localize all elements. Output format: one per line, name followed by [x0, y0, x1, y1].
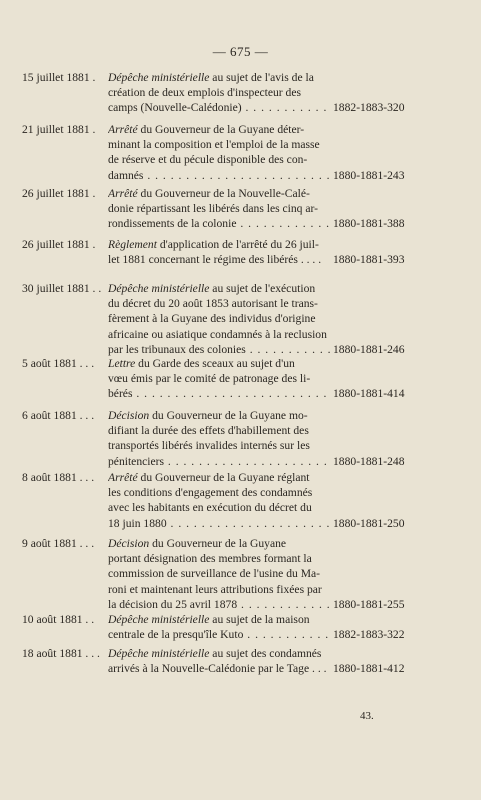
entry-description — [108, 612, 332, 642]
entry-description — [108, 470, 332, 531]
entry-line-text: damnés — [108, 168, 144, 182]
entry-line — [108, 356, 332, 371]
entry-line-text: du Gouverneur de la Guyane mo- — [149, 409, 308, 422]
entry-description — [108, 122, 332, 183]
entry-description — [108, 70, 332, 116]
entry-line-text: rondissements de la colonie — [108, 217, 237, 231]
entry-act-type: Lettre — [108, 357, 136, 370]
entry-line-text: du Gouverneur de la Nouvelle-Calé- — [137, 187, 310, 200]
entry-line — [108, 311, 332, 326]
entry-line-text: du décret du 20 août 1853 autorisant le trans- — [108, 297, 318, 311]
entry-line — [108, 186, 332, 201]
entry-line-text: difiant la durée des effets d'habillement des — [108, 424, 309, 438]
entry-reference: 1880-1881-250 — [333, 516, 405, 530]
entry-line — [108, 281, 332, 296]
entry-line-text: au sujet de la maison — [209, 613, 310, 626]
entry-line — [108, 438, 332, 453]
entry-date: 18 août 1881 . . . — [22, 647, 100, 660]
entry-reference: 1882-1883-322 — [333, 628, 405, 642]
entry-line — [108, 566, 332, 581]
entry-act-type: Dépêche ministérielle — [108, 647, 210, 660]
entry-date: 5 août 1881 . . . — [22, 357, 95, 370]
entry-line-text: création de deux emplois d'inspecteur des — [108, 86, 302, 100]
entry-description — [108, 237, 332, 267]
entry-line-text: africaine ou asiatique condamnés à la reclusion — [108, 327, 327, 341]
entry-line-text: par les tribunaux des colonies — [108, 342, 246, 356]
entry-line-text: commission de surveillance de l'usine du Ma- — [108, 567, 321, 581]
entry-line-text: de réserve et du pécule disponible des con- — [108, 153, 308, 167]
entry-description — [108, 281, 332, 357]
entry-line-text: du Gouverneur de la Guyane — [149, 537, 287, 550]
entry-description — [108, 408, 332, 469]
entry-line — [108, 201, 332, 216]
entry-date: 26 juillet 1881 . — [22, 187, 96, 200]
entry-description — [108, 356, 332, 402]
entry-line-text: du Gouverneur de la Guyane déter- — [137, 123, 305, 136]
entry-date: 9 août 1881 . . . — [22, 537, 95, 550]
entry-line — [108, 252, 332, 267]
entry-line-text: les conditions d'engagement des condamnés — [108, 486, 313, 500]
entry-line-text: au sujet des condamnés — [209, 647, 322, 660]
signature-mark: 43. — [360, 710, 374, 722]
entry-reference: 1880-1881-243 — [333, 168, 405, 182]
entry-reference: 1880-1881-388 — [333, 217, 405, 231]
entry-act-type: Décision — [108, 537, 150, 550]
entry-act-type: Arrêté — [108, 123, 138, 136]
entry-line — [108, 371, 332, 386]
entry-line — [108, 237, 332, 252]
entry-reference: 1880-1881-414 — [333, 387, 405, 401]
entry-line — [108, 137, 332, 152]
entry-reference: 1880-1881-248 — [333, 454, 405, 468]
entry-line — [108, 627, 332, 642]
entry-line — [108, 70, 332, 85]
entry-date: 26 juillet 1881 . — [22, 238, 96, 251]
entry-line — [108, 661, 332, 676]
entry-reference: 1880-1881-412 — [333, 662, 405, 676]
entry-act-type: Règlement — [108, 238, 157, 251]
entry-reference: 1882-1883-320 — [333, 101, 405, 115]
entry-line — [108, 646, 332, 661]
entry-description — [108, 646, 332, 676]
entry-line — [108, 408, 332, 423]
entry-date: 15 juillet 1881 . — [22, 71, 96, 84]
entry-line-text: au sujet de l'avis de la — [209, 71, 314, 84]
entry-line — [108, 612, 332, 627]
entry-reference: 1880-1881-393 — [333, 253, 405, 267]
entry-line-text: vœu émis par le comité de patronage des li- — [108, 372, 311, 386]
entry-line — [108, 516, 332, 531]
entry-description — [108, 186, 332, 232]
entry-line-text: donie répartissant les libérés dans les cinq ar- — [108, 202, 318, 216]
entry-line-text: bérés — [108, 387, 133, 401]
entry-line — [108, 423, 332, 438]
entry-date: 6 août 1881 . . . — [22, 409, 95, 422]
entry-line-text: d'application de l'arrêté du 26 juil- — [156, 238, 319, 251]
entry-line — [108, 327, 332, 342]
entry-reference: 1880-1881-246 — [333, 342, 405, 356]
entry-line-text: pénitenciers — [108, 454, 165, 468]
entry-line — [108, 536, 332, 551]
entry-date: 21 juillet 1881 . — [22, 123, 96, 136]
entry-line — [108, 386, 332, 401]
entry-line-text: let 1881 concernant le régime des libérés . . . . — [108, 253, 322, 267]
entry-line — [108, 168, 332, 183]
entry-description — [108, 536, 332, 612]
entry-line — [108, 485, 332, 500]
entry-act-type: Dépêche ministérielle — [108, 282, 210, 295]
entry-act-type: Arrêté — [108, 471, 138, 484]
entry-line-text: 18 juin 1880 — [108, 516, 167, 530]
entry-act-type: Dépêche ministérielle — [108, 613, 210, 626]
entry-line-text: portant désignation des membres formant la — [108, 552, 312, 566]
entry-line — [108, 100, 332, 115]
entry-line-text: fèrement à la Guyane des individus d'origine — [108, 312, 316, 326]
entry-line-text: avec les habitants en exécution du décret du — [108, 501, 312, 515]
entry-reference: 1880-1881-255 — [333, 597, 405, 611]
entry-line — [108, 551, 332, 566]
entry-line-text: transportés libérés invalides internés sur les — [108, 439, 310, 453]
entry-line-text: du Gouverneur de la Guyane réglant — [137, 471, 310, 484]
entry-line-text: du Garde des sceaux au sujet d'un — [135, 357, 295, 370]
entry-act-type: Arrêté — [108, 187, 138, 200]
entry-date: 10 août 1881 . . — [22, 613, 95, 626]
entry-act-type: Décision — [108, 409, 150, 422]
entry-line — [108, 85, 332, 100]
entry-line-text: au sujet de l'exécution — [209, 282, 316, 295]
entry-date: 8 août 1881 . . . — [22, 471, 95, 484]
entry-date: 30 juillet 1881 . . — [22, 282, 102, 295]
entry-line — [108, 597, 332, 612]
entry-line — [108, 152, 332, 167]
entry-line — [108, 500, 332, 515]
entry-act-type: Dépêche ministérielle — [108, 71, 210, 84]
entry-line-text: minant la composition et l'emploi de la masse — [108, 138, 320, 152]
page-number: — 675 — — [212, 44, 269, 59]
entry-line — [108, 216, 332, 231]
entry-line-text: centrale de la presqu'île Kuto — [108, 628, 244, 642]
entry-line-text: camps (Nouvelle-Calédonie) — [108, 101, 242, 115]
entry-line — [108, 122, 332, 137]
entry-line — [108, 582, 332, 597]
entry-line-text: la décision du 25 avril 1878 — [108, 597, 238, 611]
entry-line — [108, 470, 332, 485]
entry-line-text: roni et maintenant leurs attributions fixées par — [108, 582, 322, 596]
entry-line — [108, 296, 332, 311]
entry-line — [108, 454, 332, 469]
entry-line-text: arrivés à la Nouvelle-Calédonie par le Tage . . . — [108, 662, 327, 676]
entry-line — [108, 342, 332, 357]
